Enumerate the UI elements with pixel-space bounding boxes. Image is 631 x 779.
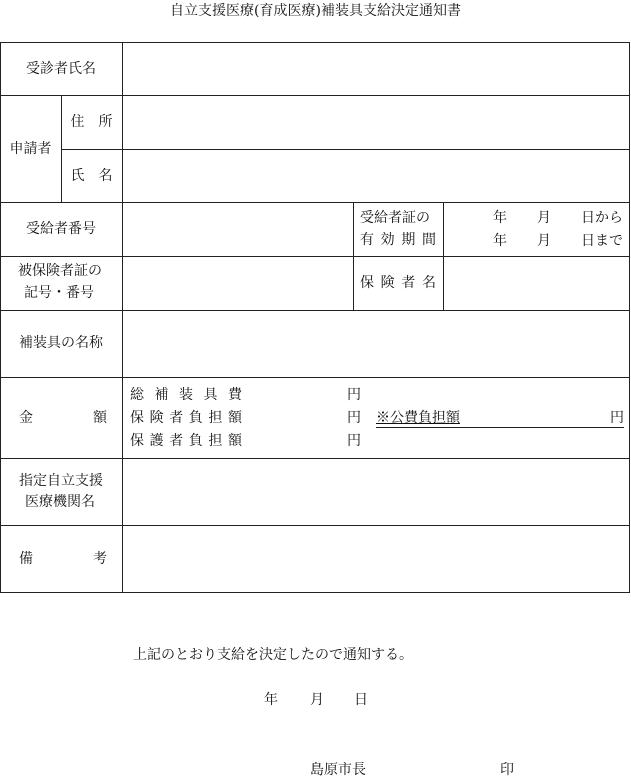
device-name-label: 補装具の名称 (19, 335, 103, 351)
validity-from-month: 月 (537, 210, 551, 226)
remarks-label: 備 考 (19, 551, 107, 567)
validity-from-year: 年 (493, 210, 507, 226)
device-name-field[interactable] (130, 333, 620, 353)
total-cost-label: 総 補 装 具 費 (130, 387, 242, 403)
mayor-title: 島原市長 (310, 762, 366, 778)
institution-label-line2: 医療機関名 (25, 494, 95, 510)
validity-label-line1: 受給者証の (360, 210, 430, 226)
insured-card-label-line1: 被保険者証の (18, 263, 102, 279)
insurer-burden-yen: 円 (347, 410, 361, 426)
validity-to-day: 日まで (581, 233, 623, 249)
institution-field[interactable] (130, 481, 620, 501)
insured-card-label-line2: 記号・番号 (24, 285, 94, 301)
insured-card-field[interactable] (130, 273, 345, 293)
guardian-burden-yen: 円 (347, 433, 361, 449)
seal-mark: 印 (500, 762, 514, 778)
validity-to-year: 年 (493, 233, 507, 249)
insurer-burden-label: 保 険 者 負 担 額 (130, 410, 242, 426)
institution-label-line1: 指定自立支援 (19, 473, 103, 489)
remarks-field[interactable] (130, 549, 620, 569)
recipient-number-field[interactable] (130, 219, 345, 239)
name-label: 氏 名 (70, 168, 113, 184)
patient-name-label: 受診者氏名 (26, 61, 96, 77)
validity-label-line2: 有 効 期 間 (360, 232, 436, 248)
public-burden-label: ※公費負担額 (376, 410, 460, 426)
notice-form (0, 42, 630, 593)
recipient-number-label: 受給者番号 (26, 221, 96, 237)
total-cost-yen: 円 (347, 387, 361, 403)
date-month: 月 (310, 692, 324, 708)
patient-name-field[interactable] (130, 59, 620, 79)
insurer-name-label: 保 険 者 名 (360, 275, 436, 291)
amount-label: 金 額 (19, 410, 107, 426)
address-label: 住 所 (70, 114, 113, 130)
validity-from-day: 日から (581, 210, 623, 226)
date-day: 日 (354, 692, 368, 708)
applicant-label: 申請者 (9, 141, 52, 157)
notice-text: 上記のとおり支給を決定したので通知する。 (133, 647, 413, 663)
address-field[interactable] (130, 112, 620, 132)
date-year: 年 (264, 692, 278, 708)
page-title: 自立支援医療(育成医療)補装具支給決定通知書 (170, 3, 461, 19)
insurer-name-field[interactable] (450, 273, 620, 293)
public-burden-yen: 円 (610, 410, 624, 426)
guardian-burden-label: 保 護 者 負 担 額 (130, 433, 242, 449)
public-burden-underline (376, 427, 624, 428)
validity-to-month: 月 (537, 233, 551, 249)
applicant-name-field[interactable] (130, 166, 620, 186)
